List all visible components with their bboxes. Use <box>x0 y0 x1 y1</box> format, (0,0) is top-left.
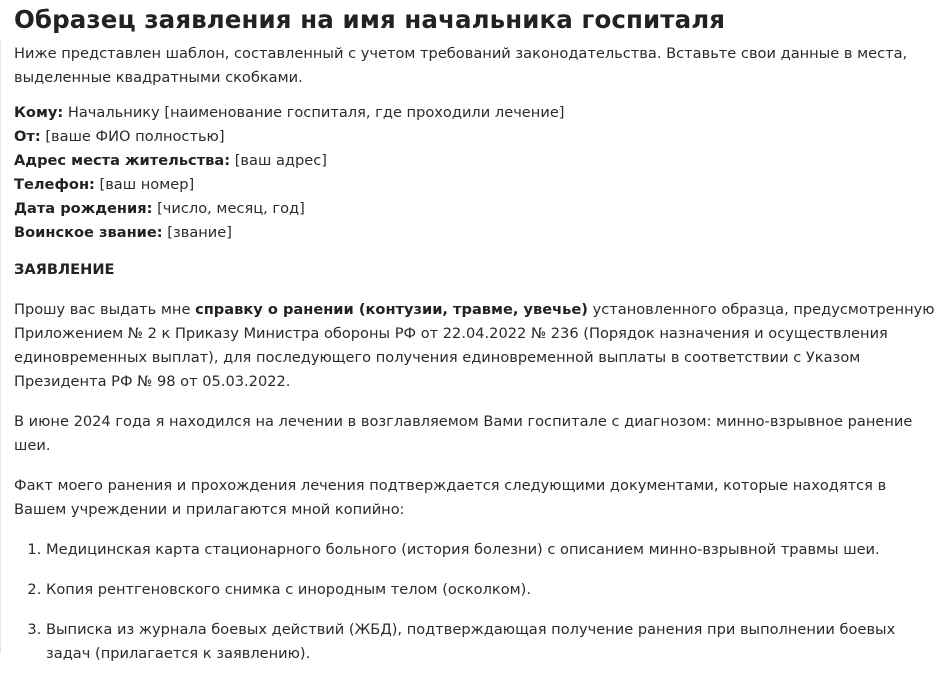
field-label: Воинское звание: <box>14 224 163 241</box>
field-address <box>14 149 939 173</box>
documents-intro-paragraph: Факт моего ранения и прохождения лечения подтверждается следующими документами, которые находятся в Вашем учреждении и прилагаются мной копийно: <box>14 477 887 518</box>
request-text-start: Прошу вас выдать мне <box>14 301 196 318</box>
request-text-bold: справку о ранении (контузии, травме, увечье) <box>195 301 588 318</box>
applicant-fields <box>14 101 939 245</box>
field-sender <box>14 125 939 149</box>
field-label: От: <box>14 128 41 145</box>
field-value: Начальнику [наименование госпиталя, где проходили лечение] <box>63 104 565 121</box>
list-item: 3. Выписка из журнала боевых действий (ЖБД), подтверждающая получение ранения при выполнении боевых задач (прилагается к заявлению). <box>46 618 939 666</box>
page-title: Образец заявления на имя начальника госпиталя <box>14 5 726 34</box>
intro-paragraph: Ниже представлен шаблон, составленный с учетом требований законодательства. Вставьте свои данные в места, выделенные квадратными скобками. <box>14 45 908 86</box>
field-value: [число, месяц, год] <box>152 200 305 217</box>
content-left-border <box>0 40 1 653</box>
field-value: [ваш адрес] <box>230 152 327 169</box>
treatment-paragraph: В июне 2024 года я находился на лечении в возглавляемом Вами госпитале с диагнозом: минно-взрывное ранение шеи. <box>14 413 913 454</box>
field-birth-date <box>14 197 939 221</box>
field-value: [ваш номер] <box>94 176 195 193</box>
field-label: Телефон: <box>14 176 95 193</box>
request-text-end: установленного образца, предусмотренную Приложением № 2 к Приказу Министра обороны РФ от 22.04.2022 № 236 (Порядок назначения и осуществления единовременных выплат), для последующего получения единовременной выплаты в соответствии с Указом Президента РФ № 98 от 05.03.2022. <box>14 301 935 390</box>
statement-heading: ЗАЯВЛЕНИЕ <box>14 261 115 278</box>
field-label: Адрес места жительства: <box>14 152 231 169</box>
request-paragraph <box>14 298 939 394</box>
field-phone <box>14 173 939 197</box>
list-item: 1. Медицинская карта стационарного больного (история болезни) с описанием минно-взрывной травмы шеи. <box>46 538 939 562</box>
list-item: 2. Копия рентгеновского снимка с инородным телом (осколком). <box>46 578 939 602</box>
field-value: [звание] <box>162 224 232 241</box>
documents-list <box>14 538 939 666</box>
field-label: Кому: <box>14 104 64 121</box>
field-label: Дата рождения: <box>14 200 153 217</box>
field-recipient <box>14 101 939 125</box>
field-value: [ваше ФИО полностью] <box>40 128 225 145</box>
field-military-rank <box>14 221 939 245</box>
document-body <box>14 0 939 682</box>
